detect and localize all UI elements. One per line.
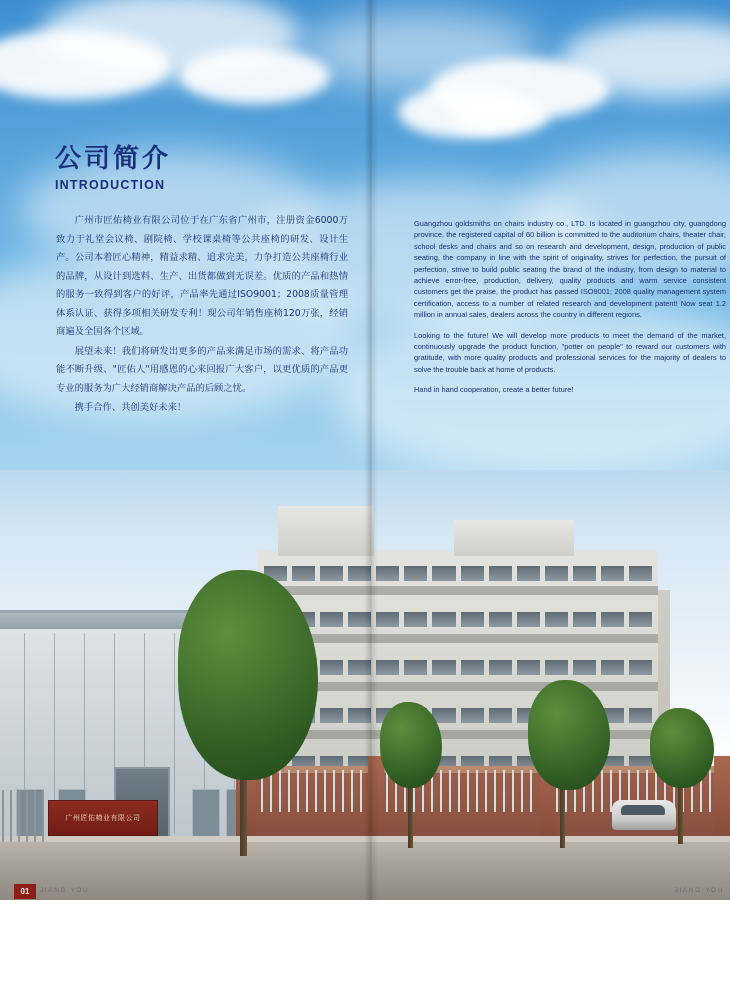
floor-band [258, 682, 658, 691]
sliding-gate [2, 790, 46, 842]
roof-structure [278, 506, 374, 556]
floor-band [258, 586, 658, 595]
tree-canopy [380, 702, 442, 788]
wall-panel-line [174, 633, 175, 833]
chinese-paragraph: 展望未来！我们将研发出更多的产品来满足市场的需求、将产品功能不断升级、"匠佑人"用感恩的心来回报广大客户，以更优质的产品更专业的服务为广大经销商解决产品的后顾之忧。 [56, 345, 348, 394]
factory-photo [0, 470, 730, 900]
english-paragraph: Guangzhou goldsmiths on chairs industry co., LTD. Is located in guangzhou city, guangdong province, the registered capital of 60 billion is committed to the auditorium chairs, theater chair, school desks and chairs and so on research and development, design, production of public seating, the company in line with the spirit of originality, strives for perfection, the pursuit of perfection, strive to build public seating the brand of the industry, from design to material to achieve error-free, production, delivery, quality products and warm service consistent customers get the praise, the product has passed ISO9001; 2008 quality management system certification, access to a number of related research and development patent! Now seat 1.2 million in annual sales, dealers across the country in different regions. [414, 219, 726, 320]
chinese-paragraph: 携手合作、共创美好未来！ [74, 402, 187, 413]
chinese-paragraph: 广州市匠佑椅业有限公司位于在广东省广州市，注册资金6000万致力于礼堂会议椅、剧院椅、学校课桌椅等公共座椅的研发、设计生产。公司本着匠心精神，精益求精、追求完美，力争打造公共座椅行业的品牌，从设计到选料、生产、出货都做到无误差。优质的产品和热情的服务一致得到客户的好评，产品率先通过ISO9001；2008质量管理体系认证、获得多项相关研发专利！现公司年销售座椅120万张，经销商遍及全国各个区域。 [56, 215, 348, 337]
footer-brand-left: JIANG YOU [40, 887, 90, 894]
cloud-shape [452, 96, 548, 136]
window-row [264, 566, 652, 581]
page-number-badge: 01 [14, 884, 36, 899]
page-bottom-margin [0, 900, 730, 990]
footer-brand-right: JIANG YOU [674, 887, 724, 894]
company-signboard-text: 广州匠佑椅业有限公司 [65, 813, 141, 822]
window-row [264, 612, 652, 627]
english-paragraph: Hand in hand cooperation, create a better future! [414, 385, 574, 395]
page-title [55, 145, 171, 192]
english-paragraph: Looking to the future! We will develop more products to meet the demand of the market, continuously upgrade the product function, "potter on people" to reward our customers with gratitude, with more quality products and professional services for the majority of dealers to solve the trouble back at home of products. [414, 330, 726, 374]
page-footer [0, 884, 730, 902]
chinese-body-text [56, 212, 348, 419]
company-signboard [48, 800, 158, 836]
parked-car [612, 800, 676, 830]
tree-canopy [650, 708, 714, 788]
window [192, 789, 220, 843]
floor-band [258, 634, 658, 643]
window-row [264, 660, 652, 675]
english-body-text [414, 218, 726, 405]
roof-structure [454, 520, 574, 556]
page-title-chinese: 公司简介 [55, 144, 172, 174]
page-title-english: INTRODUCTION [55, 177, 166, 192]
tree-canopy [528, 680, 610, 790]
car-window [621, 805, 665, 815]
